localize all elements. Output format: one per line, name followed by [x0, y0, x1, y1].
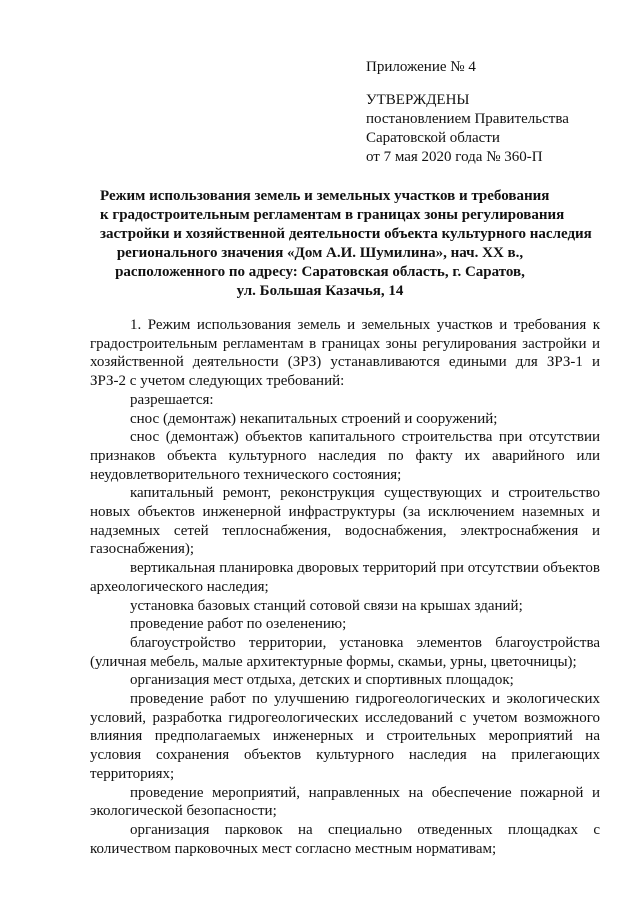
paragraph-item: благоустройство территории, установка элементов благоустройства (уличная мебель, малые архитектурные формы, скамьи, урны, цветочницы); — [90, 634, 600, 670]
paragraph-allowed: разрешается: — [130, 391, 214, 408]
title-line-1: Режим использования земель и земельных участков и требования — [100, 188, 550, 204]
paragraph-item: проведение работ по озеленению; — [130, 616, 347, 633]
document-title — [100, 187, 592, 301]
approved-heading: УТВЕРЖДЕНЫ — [366, 92, 470, 108]
paragraph-item: организация парковок на специально отведенных площадках с количеством парковочных мест согласно местным нормативам; — [90, 821, 600, 857]
paragraph-intro: 1. Режим использования земель и земельных участков и требования к градостроительным регламентам в границах зоны регулирования застройки и хозяйственной деятельности (ЗРЗ) устанавливаются едиными для ЗРЗ-1 и ЗРЗ-2 с учетом следующих требований: — [90, 317, 600, 390]
approval-line-3: от 7 мая 2020 года № 360-П — [366, 149, 543, 165]
approval-line-1: постановлением Правительства — [366, 111, 569, 127]
paragraph-item: вертикальная планировка дворовых территорий при отсутствии объектов археологического наследия; — [90, 560, 600, 595]
paragraph-item: снос (демонтаж) объектов капитального строительства при отсутствии признаков объекта культурного наследия по факту их аварийного или неудовлетворительного технического состояния; — [90, 429, 600, 483]
paragraph-item: организация мест отдыха, детских и спортивных площадок; — [130, 672, 514, 689]
paragraph-item: снос (демонтаж) некапитальных строений и сооружений; — [130, 410, 498, 427]
title-line-2: к градостроительным регламентам в границах зоны регулирования — [100, 207, 565, 223]
approval-line-2: Саратовской области — [366, 130, 500, 146]
title-line-4: регионального значения «Дом А.И. Шумилина», нач. XX в., — [116, 245, 524, 261]
appendix-number: Приложение № 4 — [366, 59, 476, 75]
title-line-6: ул. Большая Казачья, 14 — [236, 283, 404, 299]
paragraph-item: проведение работ по улучшению гидрогеологических и экологических условий, разработка гидрогеологических исследований с учетом возможного влияния предполагаемых инженерных и строительных мероприятий на условия сохранения объектов культурного наследия на прилегающих территориях; — [90, 691, 600, 782]
document-body — [90, 316, 600, 858]
paragraph-item: капитальный ремонт, реконструкция существующих и строительство новых объектов инженерной инфраструктуры (за исключением наземных и надземных сетей теплоснабжения, водоснабжения, электроснабжения и газоснабжения); — [90, 485, 600, 558]
paragraph-item: установка базовых станций сотовой связи на крышах зданий; — [130, 597, 523, 614]
approval-block — [366, 58, 626, 167]
paragraph-item: проведение мероприятий, направленных на обеспечение пожарной и экологической безопасности; — [90, 784, 600, 820]
title-line-3: застройки и хозяйственной деятельности объекта культурного наследия — [100, 226, 592, 242]
title-line-5: расположенного по адресу: Саратовская область, г. Саратов, — [115, 264, 525, 280]
